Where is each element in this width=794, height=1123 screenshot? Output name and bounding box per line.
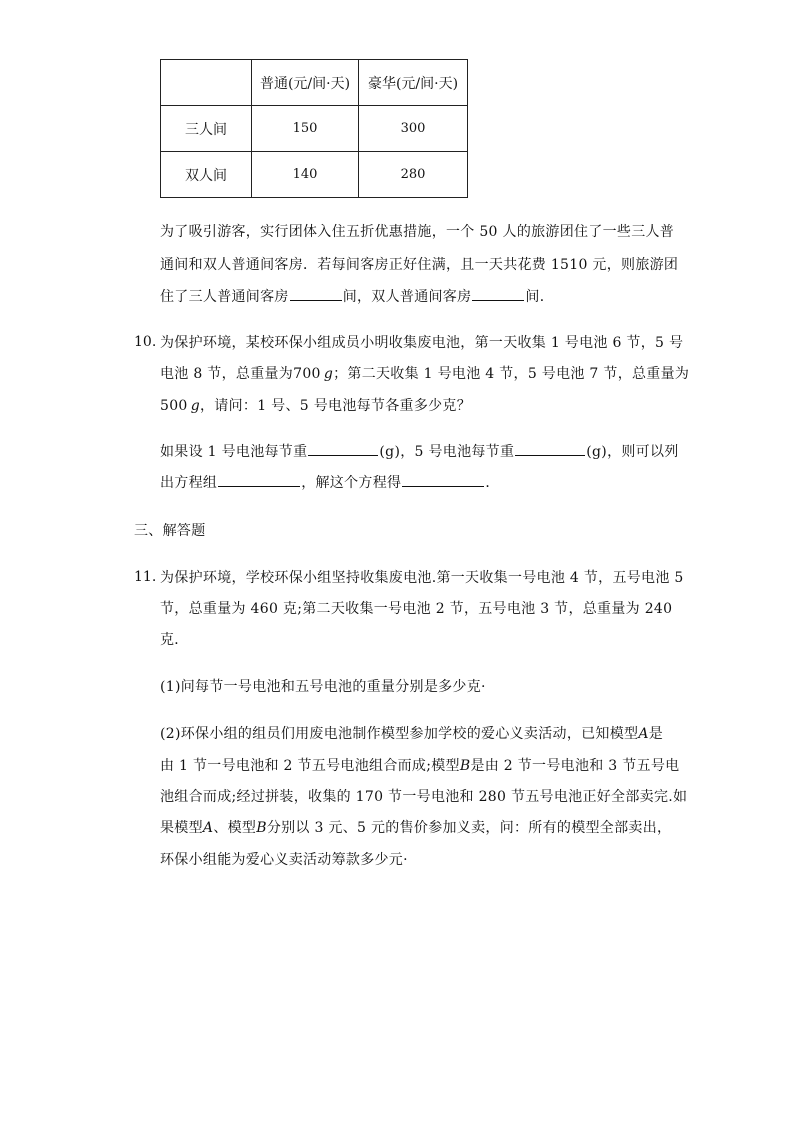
q9-text: 间，双人普通间客房	[342, 289, 472, 305]
model-label: B	[459, 758, 471, 774]
q11-sub2-line-3: 池组合而成;经过拼装，收集的 170 节一号电池和 280 节五号电池正好全部卖完.如	[160, 789, 688, 805]
q10-value: 700	[293, 366, 321, 382]
q11-sub2-line-4	[160, 817, 671, 837]
question-number: 10.	[134, 334, 157, 350]
table-row	[161, 106, 468, 152]
table-cell: 280	[359, 152, 468, 198]
table-row-label: 三人间	[161, 106, 252, 152]
q11-line-2: 节，总重量为 460 克;第二天收集一号电池 2 节，五号电池 3 节，总重量为 240	[160, 601, 673, 617]
q11-sub2-line-2	[160, 755, 679, 775]
q10-value: 500	[160, 398, 188, 414]
table-cell: 300	[359, 106, 468, 152]
q9-text: 间．	[525, 289, 555, 305]
answer-blank[interactable]	[308, 454, 378, 456]
q9-line-3	[160, 286, 554, 306]
unit-label: (g)	[586, 444, 608, 460]
q9-line-1: 为了吸引游客，实行团体入住五折优惠措施，一个 50 人的旅游团住了一些三人普	[160, 224, 675, 240]
model-label: A	[202, 820, 214, 836]
q10-line-2	[160, 363, 689, 383]
q11-text: (2)环保小组的组员们用废电池制作模型参加学校的爱心义卖活动，已知模型	[160, 726, 639, 742]
q10-text: ，解这个方程得	[301, 475, 402, 491]
q11-text: 果模型	[160, 820, 203, 836]
answer-blank[interactable]	[218, 485, 300, 487]
table-cell: 140	[252, 152, 359, 198]
table-header-row	[161, 60, 468, 106]
model-label: B	[256, 820, 267, 836]
q11-line-3: 克．	[160, 632, 189, 648]
q11-subquestion-1: (1)问每节一号电池和五号电池的重量分别是多少克·	[160, 679, 486, 695]
answer-blank[interactable]	[472, 299, 524, 301]
q11-text: 由 1 节一号电池和 2 节五号电池组合而成;模型	[160, 758, 460, 774]
price-table	[160, 59, 468, 198]
q10-line-3	[160, 395, 471, 415]
q11-sub2-line-5: 环保小组能为爱心义卖活动筹款多少元·	[160, 852, 408, 868]
unit-g: g	[323, 366, 334, 382]
q10-line-4	[160, 441, 679, 461]
q11-text: 、模型	[213, 820, 257, 836]
q10-text: ，请问：1 号、5 号电池每节各重多少克？	[200, 398, 472, 414]
q10-line-5	[160, 472, 500, 492]
q10-text: 出方程组	[160, 475, 218, 491]
q11-line-1: 为保护环境，学校环保小组坚持收集废电池.第一天收集一号电池 4 节，五号电池 5	[160, 570, 684, 586]
question-number: 11.	[134, 569, 157, 585]
answer-blank[interactable]	[290, 299, 342, 301]
answer-blank[interactable]	[402, 485, 484, 487]
answer-blank[interactable]	[515, 454, 585, 456]
table-row	[161, 152, 468, 198]
q11-text: 分别以 3 元、5 元的售价参加义卖，问：所有的模型全部卖出，	[266, 820, 672, 836]
table-header-cell: 普通(元/间·天)	[252, 60, 359, 106]
q10-text: 电池 8 节，总重量为	[160, 366, 294, 382]
q11-text: 是	[648, 726, 664, 742]
model-label: A	[638, 726, 649, 742]
q11-text: 是由 2 节一号电池和 3 节五号电	[470, 758, 680, 774]
q10-line-1: 为保护环境，某校环保小组成员小明收集废电池，第一天收集 1 号电池 6 节，5 号	[160, 335, 684, 351]
q10-text: ．	[485, 475, 500, 491]
q11-sub2-line-1	[160, 723, 663, 743]
q10-text: ；第二天收集 1 号电池 4 节，5 号电池 7 节，总重量为	[333, 366, 690, 382]
section-title: 三、解答题	[134, 523, 206, 539]
unit-g: g	[190, 398, 200, 414]
q10-text: ，则可以列	[607, 444, 679, 460]
unit-label: (g)	[379, 444, 401, 460]
q10-text: ，5 号电池每节重	[400, 444, 515, 460]
table-cell: 150	[252, 106, 359, 152]
table-row-label: 双人间	[161, 152, 252, 198]
table-header-cell	[161, 60, 252, 106]
q9-line-2: 通间和双人普通间客房．若每间客房正好住满，且一天共花费 1510 元，则旅游团	[160, 257, 679, 273]
table-header-cell: 豪华(元/间·天)	[359, 60, 468, 106]
q10-text: 如果设 1 号电池每节重	[160, 444, 308, 460]
q9-text: 住了三人普通间客房	[160, 289, 289, 305]
